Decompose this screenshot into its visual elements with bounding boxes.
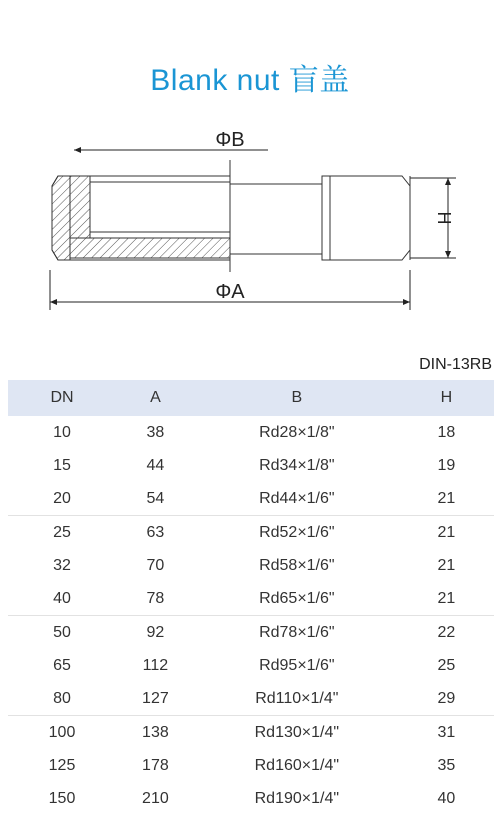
cell-a: 70 bbox=[146, 556, 165, 574]
cell-b: Rd28×1/8" bbox=[259, 423, 335, 441]
header-b: B bbox=[195, 380, 399, 416]
cell-dn: 20 bbox=[8, 482, 116, 516]
cell-b: Rd52×1/6" bbox=[259, 523, 335, 541]
cell-h: 18 bbox=[437, 423, 456, 441]
standard-code: DIN-13RB bbox=[419, 356, 492, 373]
cell-h: 19 bbox=[437, 456, 456, 474]
table-row bbox=[8, 482, 494, 516]
cell-dn: 10 bbox=[53, 423, 71, 441]
cell-dn: 100 bbox=[48, 723, 76, 741]
cell-dn: 40 bbox=[8, 582, 116, 616]
cell-b: Rd58×1/6" bbox=[259, 556, 335, 574]
table-row bbox=[8, 682, 494, 716]
table-row bbox=[8, 616, 494, 650]
cell-b: Rd65×1/6" bbox=[195, 582, 399, 616]
cell-h: 21 bbox=[399, 482, 494, 516]
cell-b: Rd160×1/4" bbox=[254, 756, 340, 774]
cell-b: Rd78×1/6" bbox=[259, 623, 335, 641]
cell-a: 127 bbox=[116, 682, 195, 716]
table-header-row bbox=[8, 380, 494, 416]
table-row bbox=[8, 549, 494, 582]
cell-h: 31 bbox=[437, 723, 456, 741]
table-row bbox=[8, 749, 494, 782]
technical-drawing bbox=[0, 120, 500, 320]
dimension-b-label: ΦB bbox=[215, 129, 245, 151]
table-row bbox=[8, 649, 494, 682]
cell-h: 29 bbox=[399, 682, 494, 716]
dimension-a-label: ΦA bbox=[215, 281, 245, 303]
cell-a: 92 bbox=[146, 623, 165, 641]
cell-b: Rd130×1/4" bbox=[254, 723, 340, 741]
cell-dn: 80 bbox=[8, 682, 116, 716]
table-row bbox=[8, 416, 494, 449]
cell-h: 25 bbox=[437, 656, 456, 674]
spec-table bbox=[8, 380, 494, 815]
cell-a: 44 bbox=[146, 456, 165, 474]
cell-a: 178 bbox=[142, 756, 169, 774]
header-a: A bbox=[116, 380, 195, 416]
cell-h: 21 bbox=[399, 582, 494, 616]
blank-nut-section bbox=[52, 160, 410, 272]
cell-a: 38 bbox=[146, 423, 165, 441]
cell-h: 21 bbox=[437, 556, 456, 574]
cell-dn: 65 bbox=[53, 656, 71, 674]
cell-h: 22 bbox=[437, 623, 456, 641]
cell-a: 112 bbox=[142, 656, 169, 674]
cell-dn: 125 bbox=[48, 756, 76, 774]
table-row bbox=[8, 716, 494, 750]
dimension-h-label: H bbox=[434, 211, 454, 225]
cell-h: 35 bbox=[437, 756, 456, 774]
cell-a: 78 bbox=[116, 582, 195, 616]
cell-b: Rd110×1/4" bbox=[195, 682, 399, 716]
cell-dn: 25 bbox=[53, 523, 71, 541]
page-title: Blank nut 盲盖 bbox=[150, 64, 350, 97]
table-row bbox=[8, 782, 494, 815]
cell-dn: 32 bbox=[53, 556, 71, 574]
cell-dn: 50 bbox=[53, 623, 71, 641]
table-row bbox=[8, 449, 494, 482]
table-row bbox=[8, 582, 494, 616]
cell-a: 63 bbox=[146, 523, 165, 541]
cell-dn: 150 bbox=[48, 789, 76, 807]
header-h: H bbox=[399, 380, 494, 416]
table-row bbox=[8, 516, 494, 550]
cell-h: 21 bbox=[437, 523, 456, 541]
cell-b: Rd190×1/4" bbox=[254, 789, 340, 807]
cell-a: 210 bbox=[142, 789, 169, 807]
cell-dn: 15 bbox=[53, 456, 71, 474]
cell-b: Rd44×1/6" bbox=[195, 482, 399, 516]
cell-a: 138 bbox=[142, 723, 169, 741]
cell-b: Rd34×1/8" bbox=[259, 456, 335, 474]
cell-b: Rd95×1/6" bbox=[259, 656, 335, 674]
header-dn: DN bbox=[8, 380, 116, 416]
cell-a: 54 bbox=[116, 482, 195, 516]
cell-h: 40 bbox=[437, 789, 456, 807]
